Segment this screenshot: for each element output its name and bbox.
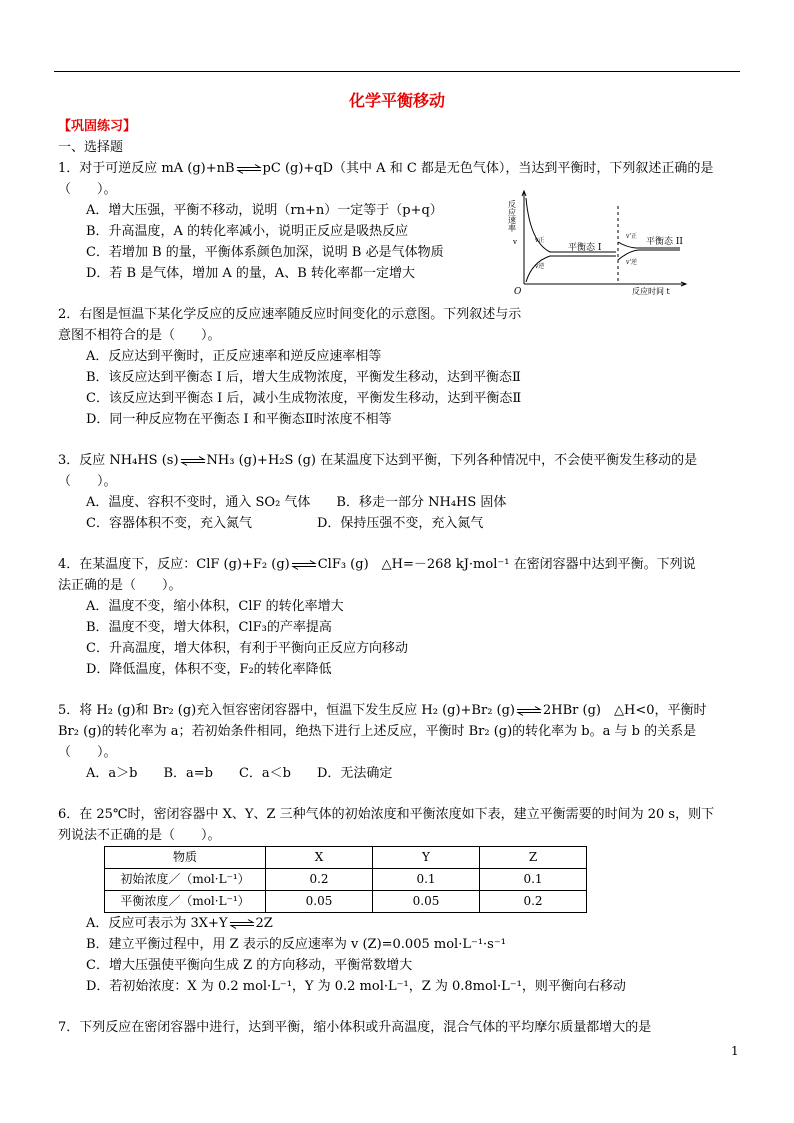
q6-option-a-post: 2Z xyxy=(255,916,273,931)
figure-ylabel: 反应速率 xyxy=(507,200,517,232)
figure-state-1: 平衡态 I xyxy=(568,243,602,253)
q4-stem-post: ClF₃ (g) △H=－268 kJ·mol⁻¹ 在密闭容器中达到平衡。下列说 xyxy=(317,557,696,572)
q1-option-d: D．若 B 是气体，增加 A 的量，A、B 转化率都一定增大 xyxy=(86,266,415,281)
q1-option-c: C．若增加 B 的量，平衡体系颜色加深，说明 B 必是气体物质 xyxy=(86,245,444,260)
q4-option-d: D．降低温度，体积不变，F₂的转化率降低 xyxy=(86,662,332,677)
q2-option-a: A．反应达到平衡时，正反应速率和逆反应速率相等 xyxy=(86,349,382,364)
equilibrium-arrow-icon xyxy=(180,456,206,466)
q6-option-b: B．建立平衡过程中，用 Z 表示的反应速率为 v (Z)=0.005 mol·L⁻¹·s⁻¹ xyxy=(86,937,506,952)
question-5 xyxy=(58,700,742,784)
page-title: 化学平衡移动 xyxy=(348,91,445,110)
table-row xyxy=(105,869,587,891)
q6-stem-line2: 列说法不正确的是（ ）。 xyxy=(58,828,221,843)
q6-option-a-pre: A．反应可表示为 3X+Y xyxy=(86,916,228,931)
figure-origin: O xyxy=(514,287,522,297)
q1-stem-pre: 1．对于可逆反应 mA (g)+nB xyxy=(58,161,235,176)
part-label: 一、选择题 xyxy=(58,140,124,155)
page-number: 1 xyxy=(731,1044,739,1058)
section-label: 【巩固练习】 xyxy=(58,119,137,134)
q1-stem-line2: （ ）。 xyxy=(58,182,117,197)
q7-stem-line1: 7．下列反应在密闭容器中进行，达到平衡，缩小体积或升高温度，混合气体的平均摩尔质量都增大的是 xyxy=(58,1020,652,1035)
q4-option-a: A．温度不变，缩小体积，ClF 的转化率增大 xyxy=(86,599,344,614)
table-header-cell: 物质 xyxy=(105,847,266,869)
q5-stem-line2: Br₂ (g)的转化率为 a；若初始条件相同，绝热下进行上述反应，平衡时 Br₂ (g)的转化率为 b。a 与 b 的关系是 xyxy=(58,724,697,739)
q2-option-d: D．同一种反应物在平衡态 I 和平衡态Ⅱ时浓度不相等 xyxy=(86,412,392,427)
equilibrium-arrow-icon xyxy=(236,164,262,174)
figure-xlabel: 反应时间 t xyxy=(632,287,670,296)
equilibrium-arrow-icon xyxy=(516,706,542,716)
question-6 xyxy=(58,804,742,997)
table-cell: 初始浓度／（mol·L⁻¹） xyxy=(105,869,266,891)
header-rule xyxy=(54,71,740,72)
q3-stem-pre: 3．反应 NH₄HS (s) xyxy=(58,453,179,468)
q3-stem-post: NH₃ (g)+H₂S (g) 在某温度下达到平衡，下列各种情况中，不会使平衡发生移动的是 xyxy=(206,453,698,468)
q2-stem-line1: 2．右图是恒温下某化学反应的反应速率随反应时间变化的示意图。下列叙述与示 xyxy=(58,307,522,322)
table-row xyxy=(105,891,587,913)
q1-stem-post: pC (g)+qD（其中 A 和 C 都是无色气体），当达到平衡时，下列叙述正确的是 xyxy=(262,161,714,176)
figure-v-reverse-2: v'逆 xyxy=(626,259,638,266)
q4-stem-line2: 法正确的是（ ）。 xyxy=(58,578,182,593)
table-cell: 0.2 xyxy=(480,891,587,913)
q5-stem-post: 2HBr (g) △H<0，平衡时 xyxy=(543,703,707,718)
q5-options-row: A．a＞b B．a=b C．a＜b D．无法确定 xyxy=(86,766,393,781)
table-cell: 0.05 xyxy=(373,891,480,913)
q1-option-a: A．增大压强，平衡不移动，说明（rn+n）一定等于（p+q） xyxy=(86,203,443,218)
figure-v-forward: v正 xyxy=(535,237,545,244)
table-cell: 平衡浓度／（mol·L⁻¹） xyxy=(105,891,266,913)
q4-option-c: C．升高温度，增大体积，有利于平衡向正反应方向移动 xyxy=(86,641,408,656)
rate-time-figure xyxy=(507,186,690,297)
equilibrium-arrow-icon xyxy=(229,919,255,929)
equilibrium-arrow-icon xyxy=(291,560,317,570)
table-cell: 0.05 xyxy=(266,891,373,913)
q6-option-d: D．若初始浓度：X 为 0.2 mol·L⁻¹，Y 为 0.2 mol·L⁻¹，Z 为 0.8mol·L⁻¹，则平衡向右移动 xyxy=(86,979,626,994)
q2-option-b: B．该反应达到平衡态 I 后，增大生成物浓度，平衡发生移动，达到平衡态Ⅱ xyxy=(86,370,521,385)
figure-state-2: 平衡态 II xyxy=(646,237,683,247)
q5-stem-pre: 5．将 H₂ (g)和 Br₂ (g)充入恒容密闭容器中，恒温下发生反应 H₂ (g)+Br₂ (g) xyxy=(58,703,516,718)
table-header-cell: Z xyxy=(480,847,587,869)
figure-v-forward-2: v'正 xyxy=(626,233,638,240)
q4-option-b: B．温度不变，增大体积，ClF₃的产率提高 xyxy=(86,620,332,635)
q3-stem-line2: （ ）。 xyxy=(58,474,117,489)
table-cell: 0.2 xyxy=(266,869,373,891)
q4-stem-pre: 4．在某温度下，反应：ClF (g)+F₂ (g) xyxy=(58,557,290,572)
q5-stem-line3: （ ）。 xyxy=(58,745,117,760)
q6-stem-line1: 6．在 25℃时，密闭容器中 X、Y、Z 三种气体的初始浓度和平衡浓度如下表，建立平衡需要的时间为 20 s，则下 xyxy=(58,807,715,822)
q3-options-row2: C．容器体积不变，充入氮气 D．保持压强不变，充入氮气 xyxy=(86,516,484,531)
figure-ylabel-suffix: v xyxy=(513,238,517,246)
question-4 xyxy=(58,554,742,680)
table-cell: 0.1 xyxy=(373,869,480,891)
concentration-table xyxy=(104,846,587,913)
figure-v-reverse: v逆 xyxy=(535,263,545,270)
question-3 xyxy=(58,450,742,534)
table-header-cell: X xyxy=(266,847,373,869)
q2-option-c: C．该反应达到平衡态 I 后，减小生成物浓度，平衡发生移动，达到平衡态Ⅱ xyxy=(86,391,522,406)
q3-options-row1: A．温度、容积不变时，通入 SO₂ 气体 B．移走一部分 NH₄HS 固体 xyxy=(86,495,507,510)
table-header-cell: Y xyxy=(373,847,480,869)
question-2 xyxy=(58,304,742,430)
q2-stem-line2: 意图不相符合的是（ ）。 xyxy=(58,328,221,343)
table-header-row xyxy=(105,847,587,869)
q6-option-c: C．增大压强使平衡向生成 Z 的方向移动，平衡常数增大 xyxy=(86,958,413,973)
table-cell: 0.1 xyxy=(480,869,587,891)
q1-option-b: B．升高温度，A 的转化率减小，说明正反应是吸热反应 xyxy=(86,224,409,239)
